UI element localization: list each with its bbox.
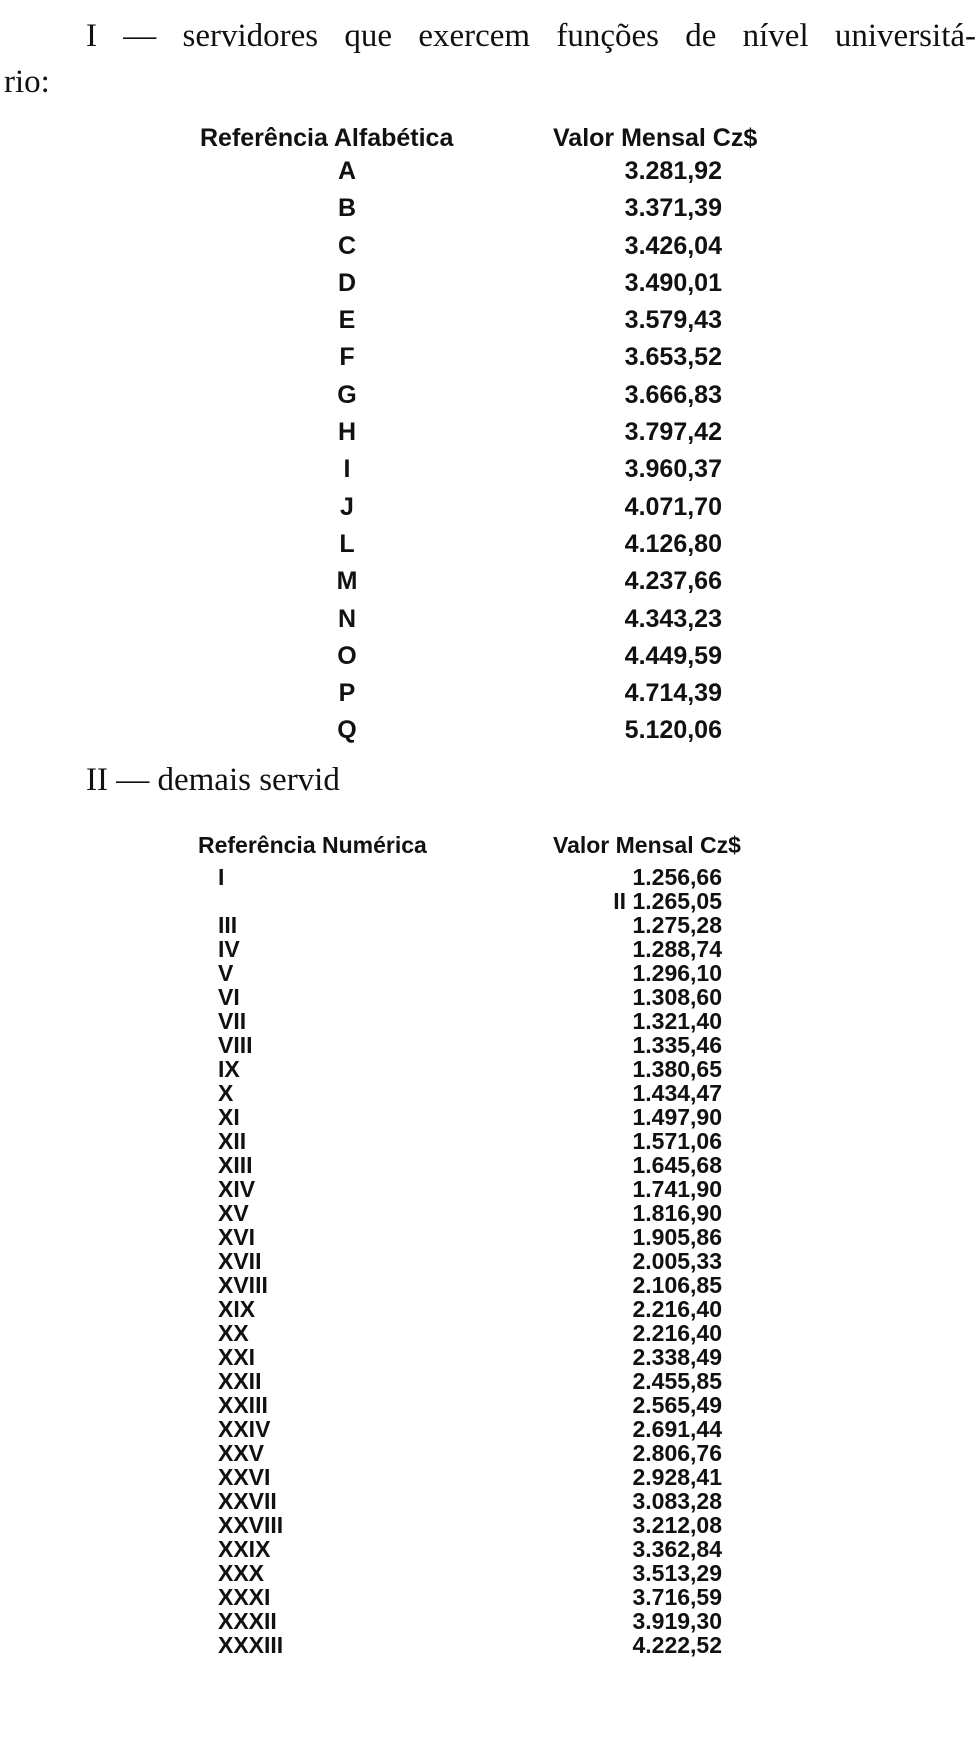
reference-cell: XXII [218,1368,262,1394]
reference-cell: Q [337,716,357,745]
value-cell: 1.335,46 [632,1032,722,1058]
reference-cell: G [337,380,357,409]
table-row [0,1033,980,1057]
reference-cell: XXXI [218,1584,271,1610]
table-row [0,712,980,749]
reference-cell: J [340,492,354,521]
value-cell: 5.120,06 [624,716,722,745]
table-row [0,1201,980,1225]
value-cell: 3.281,92 [624,157,722,185]
table-row [0,1249,980,1273]
table-row [0,985,980,1009]
value-cell: 1.288,74 [632,936,722,962]
table-row [0,1369,980,1393]
value-cell: II 1.265,05 [613,888,722,914]
reference-cell: XXVII [218,1488,277,1514]
table-row [0,1609,980,1633]
table-row [0,489,980,526]
reference-cell: XIII [218,1152,253,1178]
value-cell: 3.653,52 [624,343,722,372]
table-body [0,153,980,750]
reference-cell: XX [218,1320,249,1346]
value-cell: 4.126,80 [624,529,722,558]
reference-cell: O [337,641,357,670]
section2-heading: II — demais servid [86,762,340,798]
value-cell: 3.490,01 [624,268,722,297]
reference-cell: XXVI [218,1464,271,1490]
table-row [0,1465,980,1489]
reference-cell: X [218,1080,234,1106]
table-row [0,961,980,985]
value-cell: 2.216,40 [632,1296,722,1322]
table-row [0,1633,980,1657]
table-row [0,1177,980,1201]
table-row [0,1105,980,1129]
reference-cell: C [337,231,357,260]
table-row [0,190,980,227]
value-cell: 1.497,90 [632,1104,722,1130]
value-cell: 2.216,40 [632,1320,722,1346]
value-cell: 3.797,42 [624,418,722,447]
table-row [0,937,980,961]
value-cell: 3.919,30 [632,1608,722,1634]
table-row [0,1273,980,1297]
reference-cell: H [337,418,357,447]
column-header-reference: Referência Alfabética [200,124,454,152]
table-row [0,1537,980,1561]
value-cell: 4.714,39 [624,679,722,708]
reference-cell: XXIII [218,1392,268,1418]
table-row [0,526,980,563]
value-cell: 3.716,59 [632,1584,722,1610]
reference-cell: XII [218,1128,247,1154]
value-cell: 1.296,10 [632,960,722,986]
reference-cell: XI [218,1104,240,1130]
reference-cell: VII [218,1008,247,1034]
value-cell: 4.237,66 [624,567,722,596]
reference-cell: F [339,343,355,372]
value-cell: 1.645,68 [632,1152,722,1178]
reference-cell: XXXIII [218,1632,284,1658]
reference-cell: N [337,604,357,633]
column-header-value: Valor Mensal Cz$ [553,124,758,152]
table-row [0,339,980,376]
value-cell: 2.338,49 [632,1344,722,1370]
reference-cell: E [338,306,356,335]
reference-cell: L [339,529,355,558]
reference-cell: XVI [218,1224,256,1250]
table-row [0,913,980,937]
table-row [0,563,980,600]
value-cell: 1.905,86 [632,1224,722,1250]
column-header-reference: Referência Numérica [198,832,427,858]
value-cell: 1.816,90 [632,1200,722,1226]
table-row [0,414,980,451]
table-row [0,1129,980,1153]
reference-cell: XXIX [218,1536,271,1562]
reference-cell: I [218,864,225,890]
table-row [0,228,980,265]
reference-cell: I [343,455,351,484]
reference-cell: D [337,268,357,297]
value-cell: 4.449,59 [624,641,722,670]
table-row [0,1417,980,1441]
value-cell: 2.806,76 [632,1440,722,1466]
value-cell: 1.571,06 [632,1128,722,1154]
reference-cell: B [337,194,357,223]
section1-heading-continuation: rio: [4,64,50,100]
table-row [0,1345,980,1369]
reference-cell: XVIII [218,1272,268,1298]
table-row [0,265,980,302]
value-cell: 3.212,08 [632,1512,722,1538]
reference-cell: XIX [218,1296,256,1322]
value-cell: 2.455,85 [632,1368,722,1394]
table-row [0,451,980,488]
table-row [0,1225,980,1249]
value-cell: 2.565,49 [632,1392,722,1418]
value-cell: 3.579,43 [624,306,722,335]
table-row [0,1081,980,1105]
table-row [0,638,980,675]
reference-cell: IX [218,1056,240,1082]
table-row [0,865,980,889]
reference-cell: VI [218,984,240,1010]
reference-cell: XXXII [218,1608,277,1634]
table-row [0,1585,980,1609]
table-row [0,1561,980,1585]
value-cell: 2.691,44 [632,1416,722,1442]
reference-cell: A [337,157,357,185]
table-row [0,675,980,712]
table-row [0,153,980,190]
reference-cell: VIII [218,1032,253,1058]
section1-heading: I — servidores que exercem funções de nível universitá- [86,18,976,54]
table-row [0,1153,980,1177]
value-cell: 1.308,60 [632,984,722,1010]
value-cell: 3.426,04 [624,231,722,260]
value-cell: 3.513,29 [632,1560,722,1586]
reference-cell: XXI [218,1344,256,1370]
value-cell: 3.960,37 [624,455,722,484]
reference-cell: XXX [218,1560,265,1586]
table-row [0,889,980,913]
table-row [0,1057,980,1081]
value-cell: 4.343,23 [624,604,722,633]
table-row [0,1393,980,1417]
table-body [0,865,980,1657]
value-cell: 1.256,66 [632,864,722,890]
value-cell: 2.928,41 [632,1464,722,1490]
reference-cell: XVII [218,1248,262,1274]
reference-cell: III [218,912,238,938]
table-row [0,1513,980,1537]
reference-cell: XXVIII [218,1512,284,1538]
reference-cell: XIV [218,1176,256,1202]
table-row [0,377,980,414]
value-cell: 3.371,39 [624,194,722,223]
reference-cell: XXV [218,1440,265,1466]
value-cell: 3.362,84 [632,1536,722,1562]
table-row [0,1009,980,1033]
reference-cell: P [338,679,356,708]
value-cell: 1.321,40 [632,1008,722,1034]
column-header-value: Valor Mensal Cz$ [553,832,741,858]
value-cell: 1.275,28 [632,912,722,938]
value-cell: 1.380,65 [632,1056,722,1082]
value-cell: 1.741,90 [632,1176,722,1202]
table-row [0,1321,980,1345]
reference-cell: M [336,567,358,596]
value-cell: 2.106,85 [632,1272,722,1298]
table-row [0,601,980,638]
reference-cell: XV [218,1200,249,1226]
reference-cell: IV [218,936,240,962]
table-row [0,1441,980,1465]
value-cell: 1.434,47 [632,1080,722,1106]
reference-cell: XXIV [218,1416,271,1442]
table-row [0,302,980,339]
table-row [0,1489,980,1513]
reference-cell: V [218,960,234,986]
value-cell: 4.071,70 [624,492,722,521]
value-cell: 3.666,83 [624,380,722,409]
value-cell: 4.222,52 [632,1632,722,1658]
value-cell: 3.083,28 [632,1488,722,1514]
value-cell: 2.005,33 [632,1248,722,1274]
table-row [0,1297,980,1321]
